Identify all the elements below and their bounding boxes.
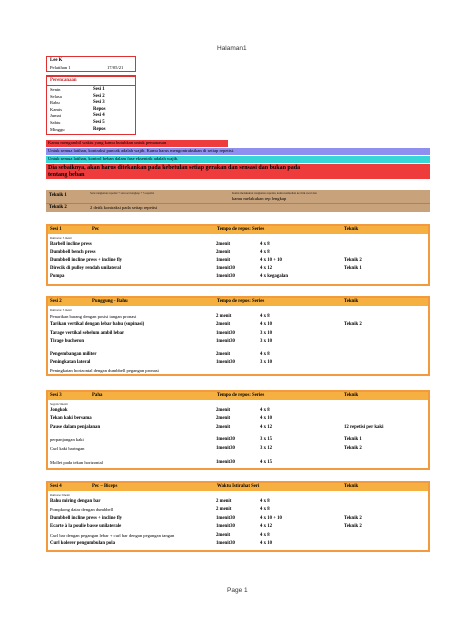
session-header-mid: Tempo de repos: Series: [217, 227, 265, 232]
header-program: Pelatihan 1: [50, 65, 71, 70]
page-footer: Page 1: [227, 587, 248, 594]
exercise-name: Jongkok: [50, 408, 68, 413]
exercise-name: Tekan kaki bersama: [50, 416, 92, 422]
exercise-rest: 1menit30: [216, 515, 235, 521]
session-subtitle: Paha: [92, 393, 103, 398]
exercise-sets: 4 x 8: [260, 250, 270, 255]
exercise-rest: 1menit30: [216, 541, 235, 546]
note-warmup: Kamu mengambil waktu yang kamu butuhkan untuk pemanasan: [46, 140, 228, 147]
session-subtitle: Pec – Biceps: [92, 484, 118, 489]
session-header-mid: Waktu Istirahat Seri: [217, 484, 260, 489]
exercise-name: Tarage vertikal sebelum ambil lebar: [50, 330, 125, 336]
technique-1-right-2: kamu melakukan rep lengkap: [232, 196, 287, 201]
session-box: [46, 390, 430, 470]
exercise-rest: 2 menit: [216, 314, 232, 319]
exercise-name: Dumbbell incline press + incline fly: [50, 258, 123, 263]
exercise-sets: 3 x 10: [260, 339, 272, 345]
schedule-session: Sesi 3: [93, 100, 105, 106]
exercise-sets: 4 x 12: [260, 266, 272, 271]
header-name: Lee K: [50, 58, 63, 63]
exercise-rest: 1menit30: [216, 445, 235, 451]
schedule-session: Repos: [93, 106, 106, 112]
exercise-name: Barbell incline press: [50, 242, 92, 247]
exercise-rest: 2menit: [216, 532, 231, 538]
note-eccentric: Untuk semua latihan, kontrol beban dalam fase eksentrik adalah wajib.: [46, 156, 430, 163]
session-box: [46, 481, 430, 552]
page-header: Halaman1: [217, 45, 247, 52]
exercise-sets: 4 x 8: [260, 499, 270, 504]
exercise-sets: 4 x 10: [260, 541, 272, 546]
exercise-technique: Teknik 1: [344, 437, 362, 443]
technique-1-label: Teknik 1: [49, 193, 67, 198]
exercise-technique: Teknik 2: [344, 322, 362, 328]
exercise-rest: 2menit: [216, 408, 231, 413]
technique-1-right-1: Kamu melakukan rangkaian repetisi, kamu kemudian ke titik awal dan: [232, 191, 317, 195]
session-title: Sesi 4: [50, 484, 62, 489]
exercise-name: Dumbbell bench press: [50, 250, 96, 255]
exercise-rest: 2 menit: [216, 507, 232, 513]
exercise-rest: 1menit30: [216, 460, 235, 465]
exercise-technique: 12 repetisi per kaki: [344, 424, 384, 430]
session-note: Rumorne: 5 menit: [50, 236, 72, 240]
exercise-name: Peningkatan horizontal dengan dumbbell pegangan pronasi: [50, 368, 159, 374]
schedule-day: Minggu: [50, 126, 65, 132]
schedule-day: Selasa: [50, 93, 62, 99]
exercise-sets: 4 x 10: [260, 416, 272, 422]
schedule-day: Rabu: [50, 100, 60, 106]
exercise-rest: 2menit: [216, 322, 231, 328]
exercise-rest: 1menit30: [216, 274, 235, 279]
exercise-name: Dumbbell incline press + incline fly: [50, 515, 123, 521]
exercise-rest: 1menit30: [216, 360, 235, 365]
session-note: Rumorne: 5 menit: [50, 308, 72, 312]
exercise-name: Curl kolerer pengumbulan pola: [50, 541, 115, 546]
exercise-rest: 1menit30: [216, 339, 235, 345]
session-header-mid: Tempo de repos: Series: [217, 299, 265, 304]
exercise-sets: 3 x 10: [260, 330, 272, 336]
note-peak-contraction: Untuk semua latihan, kontraksi puncak adalah wajib. Kamu harus mengontraksikan di setiap repetisi.: [46, 148, 430, 155]
schedule-session: Sesi 2: [93, 93, 105, 99]
exercise-name: Tirage bucheron: [50, 339, 85, 345]
session-header-mid: Tempo de repos: Series: [217, 393, 265, 398]
technique-box: [46, 190, 430, 212]
exercise-sets: 4 x 10 + 10: [260, 515, 282, 521]
session-title: Sesi 2: [50, 299, 62, 304]
exercise-rest: 2menit: [216, 250, 231, 255]
exercise-sets: 4 x kegagalan: [260, 274, 288, 279]
session-subtitle: Pec: [92, 227, 100, 232]
session-box: [46, 224, 430, 286]
exercise-rest: 1menit30: [216, 266, 235, 271]
exercise-rest: 2menit: [216, 351, 231, 357]
exercise-rest: 1menit30: [216, 524, 235, 530]
session-note: Rumorse 5menit: [50, 493, 70, 497]
schedule-session: Sesi 4: [93, 113, 105, 119]
exercise-name: Pompa: [50, 274, 65, 279]
exercise-name: perpanjangan kaki: [50, 437, 84, 443]
exercise-sets: 4 x 12: [260, 524, 272, 530]
exercise-name: Ecarte à la poulie basse unilaterale: [50, 524, 122, 530]
exercise-sets: 4 x 15: [260, 460, 272, 465]
exercise-technique: Teknik 1: [344, 266, 362, 271]
technique-2-label: Teknik 2: [49, 205, 67, 210]
session-header: [48, 483, 428, 491]
schedule-title: Perencanaan: [50, 78, 77, 83]
exercise-name: Peningkatan lateral: [50, 360, 91, 365]
exercise-rest: 1menit: [216, 258, 231, 263]
exercise-rest: 2menit: [216, 416, 231, 422]
exercise-sets: 4 x 8: [260, 351, 270, 357]
technique-2-desc: 2 detik kontraksi pada setiap repetisi: [90, 205, 158, 210]
session-header-right: Teknik: [344, 393, 359, 398]
session-box: [46, 296, 430, 376]
exercise-technique: Teknik 2: [344, 445, 362, 451]
note-focus: Dia sebaiknya, akan harus ditekankan pada kebetulan setiap gerakan dan sensasi dan bukan pada tentang beban: [46, 164, 430, 179]
header-box: [46, 56, 136, 72]
exercise-name: Curl bar dengan pegangan lebar + curl bar dengan pegangan tangan: [50, 532, 175, 538]
header-date: 17/05/21: [107, 65, 124, 70]
exercise-sets: 4 x 8: [260, 314, 270, 319]
exercise-sets: 3 x 15: [260, 437, 272, 443]
schedule-day: Sabtu: [50, 120, 61, 125]
exercise-sets: 4 x 12: [260, 424, 272, 430]
exercise-name: Mollet pada tekan horizontal: [50, 460, 103, 465]
session-header-right: Teknik: [344, 299, 359, 304]
schedule-session: Sesi 5: [93, 120, 105, 125]
exercise-sets: 4 x 10: [260, 322, 272, 328]
exercise-rest: 1menit30: [216, 437, 235, 443]
session-title: Sesi 3: [50, 393, 62, 398]
exercise-rest: 2menit: [216, 242, 231, 247]
session-title: Sesi 1: [50, 227, 62, 232]
session-header-right: Teknik: [344, 227, 359, 232]
exercise-sets: 3 x 10: [260, 360, 272, 365]
exercise-technique: Teknik 2: [344, 524, 362, 530]
exercise-name: Curl kaki baringan: [50, 445, 85, 451]
exercise-rest: 2 menit: [216, 499, 232, 504]
session-header: [48, 298, 428, 306]
schedule-session: Repos: [93, 126, 106, 132]
session-subtitle: Punggung - Bahu: [92, 299, 128, 304]
session-header: [48, 392, 428, 400]
exercise-rest: 1menit30: [216, 330, 235, 336]
technique-1-desc: Satu rangkaian repetisi + satu set lengkap + 5 repetisi: [90, 191, 155, 195]
exercise-sets: 4 x 8: [260, 408, 270, 413]
session-note: Segeda 5menit: [50, 402, 68, 406]
exercise-rest: 2menit: [216, 424, 231, 430]
exercise-sets: 4 x 8: [260, 532, 270, 538]
exercise-sets: 4 x 8: [260, 242, 270, 247]
exercise-name: Pengembangan militer: [50, 351, 97, 357]
exercise-sets: 4 x 10 + 10: [260, 258, 282, 263]
schedule-box: [46, 75, 136, 135]
exercise-name: Direcik di pulley rendah unilateral: [50, 266, 121, 271]
exercise-technique: Teknik 2: [344, 515, 362, 521]
exercise-name: Penarikan barang dengan posisi tangan pronasi: [50, 314, 137, 319]
schedule-day: Senin: [50, 87, 61, 92]
exercise-sets: 4 x 8: [260, 507, 270, 513]
exercise-name: Pause dalam penjalanan: [50, 424, 101, 430]
session-header-right: Teknik: [344, 484, 359, 489]
exercise-name: Bahu miring dengan bar: [50, 499, 101, 504]
exercise-name: Tarikan vertikal dengan lebar bahu (supinasi): [50, 322, 145, 328]
schedule-day: Kamis: [50, 106, 62, 112]
schedule-day: Jumat: [50, 113, 61, 119]
exercise-technique: Teknik 2: [344, 258, 362, 263]
schedule-session: Sesi 1: [93, 87, 105, 92]
exercise-sets: 3 x 12: [260, 445, 272, 451]
exercise-name: Pompkong datar dengan dumbbell: [50, 507, 114, 513]
session-header: [48, 226, 428, 234]
